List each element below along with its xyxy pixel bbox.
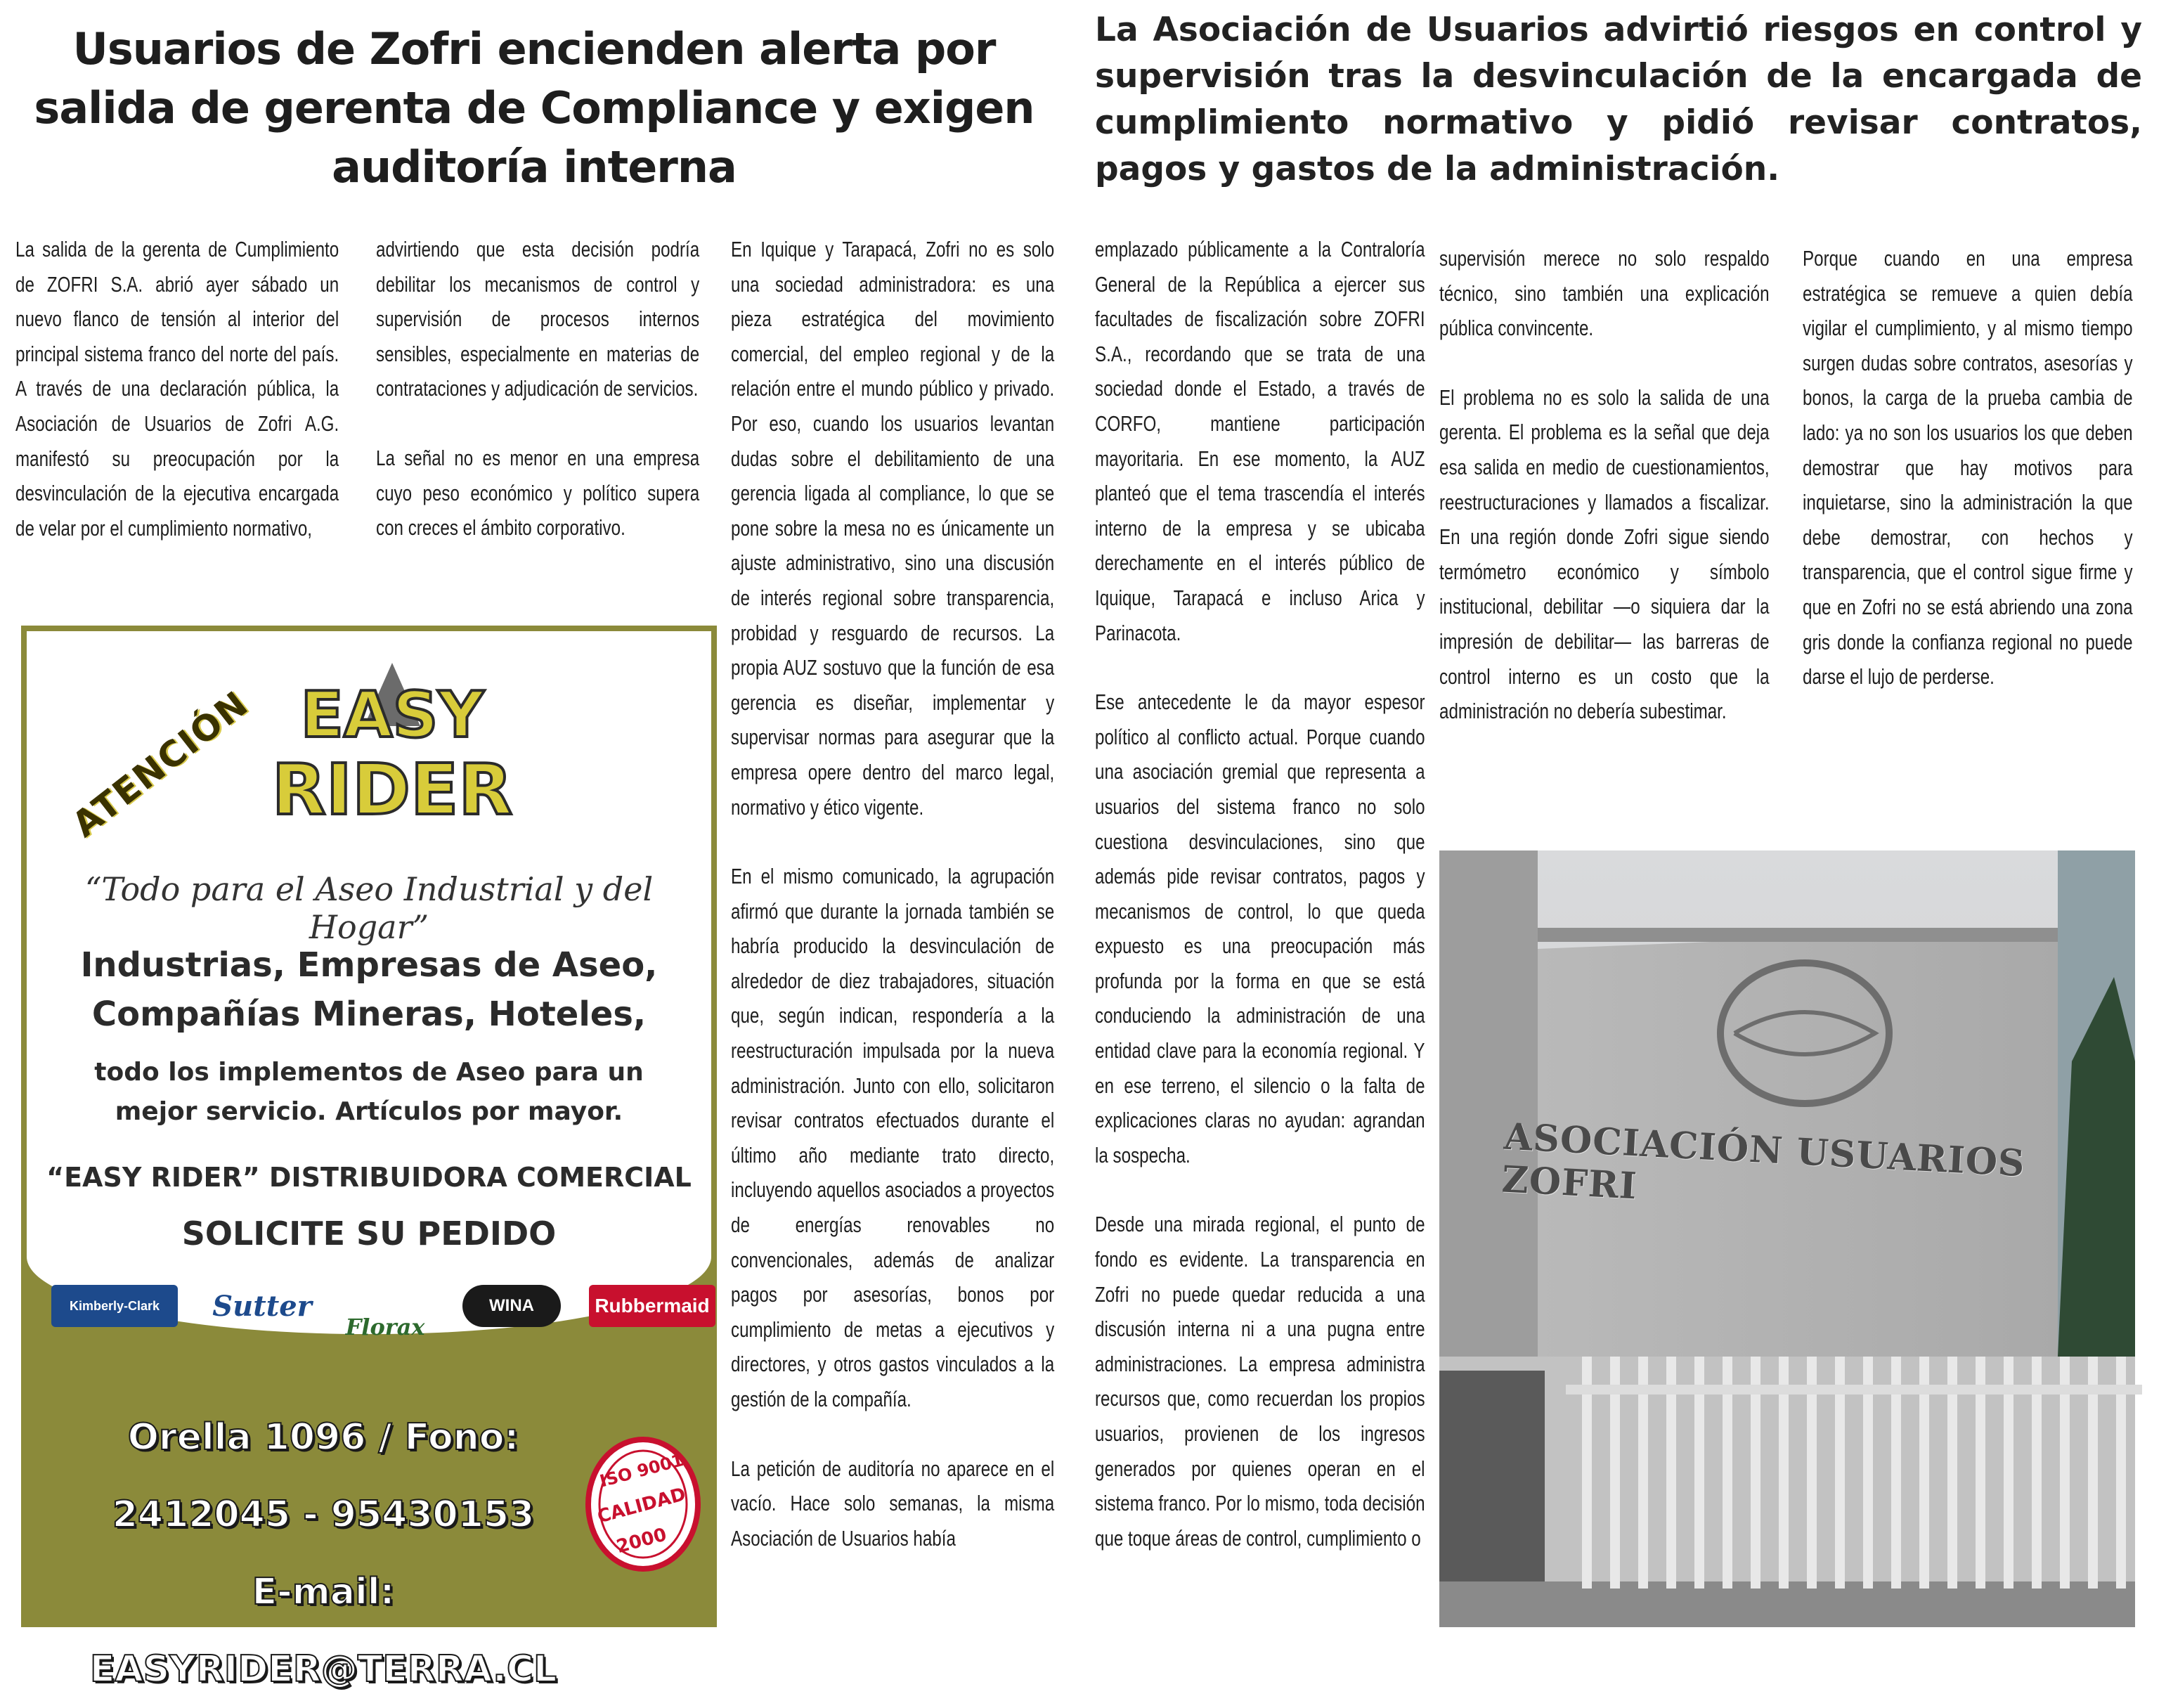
- column-1: [15, 232, 339, 545]
- seal-mid-text: CALIDAD: [595, 1484, 688, 1528]
- column-2: [376, 232, 699, 545]
- wina-logo: WINA: [462, 1285, 561, 1327]
- ad-attention-label: ATENCIÓN: [65, 682, 257, 846]
- ad-description: [27, 1053, 711, 1132]
- column-5: [1439, 241, 1770, 729]
- building-photo: [1439, 850, 2135, 1627]
- seal-top-text: ISO 9001: [597, 1449, 686, 1492]
- headline: Usuarios de Zofri encienden alerta por salida de gerenta de Compliance y exigen auditoría interna: [34, 23, 1035, 193]
- paragraph: En el mismo comunicado, la agrupación afirmó que durante la jornada también se habría producido la desvinculación de alrededor de diez trabajadores, situación que, según indican, respondería a la reestructuración impulsada por la nueva administración. Junto con ello, solicitaron revisar contratos efectuados durante el último año mediante trato directo, incluyendo aquellos asociados a proyectos de energías renovables no convencionales, además de analizar pagos por asesorías, bonos por cumplimiento de metas a ejecutivos y directores, y otros gastos vinculados a la gestión de la compañía.: [731, 864, 1055, 1411]
- column-6: [1803, 241, 2133, 694]
- florax-logo: Florax: [345, 1314, 425, 1340]
- ad-call-to-action: SOLICITE SU PEDIDO: [181, 1215, 557, 1253]
- paragraph: En Iquique y Tarapacá, Zofri no es solo una sociedad administradora: es una pieza estratégica del movimiento comercial, del empleo regional y de la relación entre el mundo público y privado. Por eso, cuando los usuarios levantan dudas sobre el debilitamiento de una gerencia ligada al compliance, lo que se pone sobre la mesa no es únicamente un ajuste administrativo, sino una discusión de interés regional sobre transparencia, probidad y resguardo de recursos. La propia AUZ sostuvo que la función de esa gerencia es diseñar, implementar y supervisar normas para asegurar que la empresa opere dentro del marco legal, normativo y ético vigente.: [731, 237, 1055, 820]
- ad-email: E-mail: EASYRIDER@TERRA.CL: [89, 1571, 557, 1690]
- ad-panel: [27, 631, 711, 1340]
- brand-logos: [48, 1278, 710, 1355]
- ad-text-line: Industrias, Empresas de Aseo,: [80, 945, 658, 985]
- paragraph: La petición de auditoría no aparece en el vacío. Hace solo semanas, la misma Asociación de Usuarios había: [731, 1456, 1055, 1551]
- advertisement: [21, 626, 717, 1690]
- paragraph: supervisión merece no solo respaldo técnico, sino también una explicación pública convincente.: [1439, 246, 1770, 341]
- paragraph: La señal no es menor en una empresa cuyo peso económico y político supera con creces el ámbito corporativo.: [376, 445, 700, 541]
- sutter-logo: Sutter: [212, 1289, 312, 1323]
- paragraph: Ese antecedente le da mayor espesor político al conflicto actual. Porque cuando una asociación gremial que representa a usuarios del sistema franco no solo cuestiona desvinculaciones, sino que además pide revisar contratos, pagos y mecanismos de control, lo que queda expuesto es una preocupación más profunda por la forma en que se está conduciendo la administración de una entidad clave para la economía regional. Y en ese terreno, el silencio o la falta de explicaciones claras no ayudan: agrandan la sospecha.: [1095, 690, 1425, 1167]
- ad-address-phone: Orella 1096 / Fono: 2412045 - 95430153: [112, 1416, 535, 1536]
- building-sign: ASOCIACIÓN USUARIOS ZOFRI: [1500, 1115, 2027, 1208]
- column-3: [731, 232, 1054, 1555]
- easy-rider-logo: [271, 659, 513, 835]
- paragraph: emplazado públicamente a la Contraloría General de la República a ejercer sus facultades de fiscalización sobre ZOFRI S.A., recordando que se trata de una sociedad donde el Estado, a través de CORFO, mantiene participación mayoritaria. En ese momento, la AUZ planteó que el tema trascendía el interés interno de la empresa y se ubicaba derechamente en el interés público de Iquique, Tarapacá e incluso Arica y Parinacota.: [1095, 237, 1425, 645]
- kimberly-clark-logo: Kimberly-Clark: [51, 1285, 178, 1327]
- deck: La Asociación de Usuarios advirtió riesgos en control y supervisión tras la desvinculación de la encargada de cumplimiento normativo y pidió revisar contratos, pagos y gastos de la administración.: [1095, 11, 2142, 188]
- paragraph: advirtiendo que esta decisión podría debilitar los mecanismos de control y supervisión de procesos internos sensibles, especialmente en materias de contrataciones y adjudicación de servicios.: [376, 237, 700, 401]
- ad-text-line: todo los implementos de Aseo para un: [94, 1058, 644, 1087]
- ad-contact: [35, 1399, 611, 1708]
- rubbermaid-logo: Rubbermaid: [589, 1285, 715, 1327]
- iso-quality-seal-icon: [583, 1434, 703, 1574]
- ad-text-line: mejor servicio. Artículos por mayor.: [115, 1097, 623, 1126]
- logo-word-1: EASY: [300, 678, 484, 752]
- ad-company-name: “EASY RIDER” DISTRIBUIDORA COMERCIAL: [46, 1162, 692, 1193]
- column-4: [1095, 232, 1425, 1555]
- paragraph: La salida de la gerenta de Cumplimiento de ZOFRI S.A. abrió ayer sábado un nuevo flanco de tensión al interior del principal sistema franco del norte del país. A través de una declaración pública, la Asociación de Usuarios de Zofri A.G. manifestó su preocupación por la desvinculación de la ejecutiva encargada de velar por el cumplimiento normativo,: [15, 237, 339, 541]
- paragraph: Desde una mirada regional, el punto de fondo es evidente. La transparencia en Zofri no puede quedar reducida a una discusión interna ni a una pugna entre administraciones. La empresa administra recursos que, como recuerdan los propios usuarios, provienen de los ingresos generados por quienes operan en el sistema franco. Por lo mismo, toda decisión que toque áreas de control, cumplimiento o: [1095, 1212, 1425, 1551]
- building-illustration: [1439, 850, 2135, 1627]
- logo-word-2: RIDER: [271, 749, 513, 831]
- seal-bottom-text: 2000: [614, 1524, 669, 1558]
- paragraph: Porque cuando en una empresa estratégica se remueve a quien debía vigilar el cumplimiento, y al mismo tiempo surgen dudas sobre contratos, asesorías y bonos, la carga de la prueba cambia de lado: ya no son los usuarios los que deben demostrar que hay motivos para inquietarse, sino la administración la que debe demostrar, con hechos y transparencia, que el control sigue firme y que en Zofri no se está abriendo una zona gris donde la confianza regional no puede darse el lujo de perderse.: [1803, 246, 2133, 690]
- paragraph: El problema no es solo la salida de una gerenta. El problema es la señal que deja esa salida en medio de cuestionamientos, reestructuraciones y llamados a fiscalizar. En una región donde Zofri sigue siendo termómetro económico y símbolo institucional, debilitar —o siquiera dar la impresión de debilitar— las barreras de control interno es un costo que la administración no debería subestimar.: [1439, 384, 1770, 724]
- ad-target-customers: [27, 940, 711, 1039]
- ad-slogan: “Todo para el Aseo Industrial y del Hogar”: [84, 870, 654, 946]
- ad-text-line: Compañías Mineras, Hoteles,: [91, 995, 647, 1034]
